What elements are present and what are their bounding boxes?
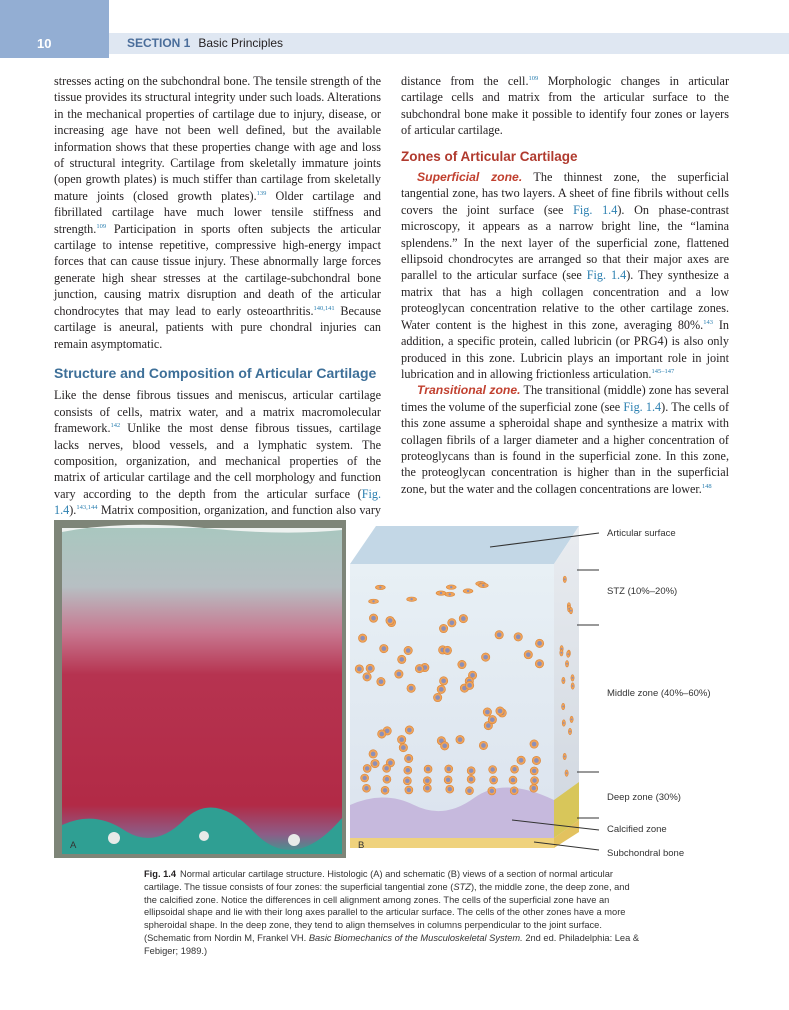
right-column [401,73,729,497]
cell-nucleus [569,731,571,733]
cell-nucleus [382,646,387,651]
cell-nucleus [407,788,411,792]
cell-nucleus [485,710,490,715]
cell-nucleus [447,767,451,771]
cell-nucleus [483,655,488,660]
cell-nucleus [449,593,451,595]
cell-nucleus [566,772,568,774]
cell-nucleus [467,590,469,592]
cell-nucleus [566,663,568,665]
cell-nucleus [379,679,384,684]
cell-nucleus [365,675,370,680]
page-number: 10 [37,36,52,51]
run-in-heading-superficial: Superficial zone. [417,170,523,185]
cell-nucleus [564,578,566,580]
cell-nucleus [384,766,388,770]
section-number: SECTION 1 [127,36,191,50]
cell-nucleus [537,641,542,646]
citation[interactable]: 109 [528,74,539,82]
cell-nucleus [435,695,440,700]
cell-nucleus [385,777,389,781]
run-in-heading-transitional: Transitional zone. [417,383,521,398]
cell-nucleus [562,706,564,708]
cell-nucleus [371,752,376,757]
cell-nucleus [446,778,450,782]
cell-nucleus [571,718,573,720]
cell-nucleus [371,616,376,621]
cell-nucleus [532,786,536,790]
cell-nucleus [564,756,566,758]
cell-nucleus [481,743,486,748]
cell-nucleus [460,662,465,667]
cell-nucleus [379,732,384,737]
cell-nucleus [425,786,429,790]
cell-nucleus [467,683,472,688]
cell-nucleus [439,687,444,692]
page-header [0,0,789,58]
figure-reference-link[interactable]: Fig. 1.4 [573,202,618,217]
cell-nucleus [526,652,531,657]
cell-nucleus [417,666,422,671]
cell-nucleus [442,744,447,749]
figure-reference-link[interactable]: Fig. 1.4 [586,268,627,283]
cell-nucleus [516,635,521,640]
cell-nucleus [532,742,537,747]
cell-nucleus [388,618,393,623]
label-subchondral-bone: Subchondral bone [607,848,685,859]
cell-nucleus [467,788,471,792]
cell-nucleus [461,616,466,621]
cell-nucleus [406,648,411,653]
citation[interactable]: 148 [701,482,712,490]
cell-nucleus [450,586,452,588]
left-paragraph-1: stresses acting on the subchondral bone. The tensile strength of the tissue provides its structural integrity under such loads. Alterations in the mechanical properties of cartilage due to injury, disease, or increasing age have not been well defined, but the available information shows that these properties change with age and loss of structural integrity. Cartilage from skeletally immature joints (open growth plates) is much stiffer than cartilage from skeletally mature joints (closed growth plates).$^{139}$ Older cartilage and fibrillated cartilage have much lower tensile stiffness and strength.$^{109}$ Participation in sports often subjects the articular cartilage to intense repetitive, compressive high-energy impact forces that can cause tissue injury. These abnormally large forces generate high shear stresses at the cartilage-subchondral bone junction, causing matrix disruption and death of the articular chondrocytes that may lead to early osteoarthritis.$^{140,141}$ Because cartilage is aneural, patients with pure chondral injuries can remain asymptomatic. [54,74,381,351]
cell-nucleus [445,648,450,653]
section-title: Basic Principles [198,36,284,50]
cell-nucleus [458,737,463,742]
cell-nucleus [491,778,495,782]
cell-nucleus [482,584,484,586]
cell-nucleus [440,592,442,594]
cell-nucleus [383,788,387,792]
cell-nucleus [532,769,536,773]
panel-a-label: A [70,840,77,851]
cell-nucleus [441,679,446,684]
citation[interactable]: 145–147 [651,367,675,375]
figure-reference-link[interactable]: Fig. 1.4 [623,399,662,414]
transitional-zone-paragraph: Transitional zone. The transitional (middle) zone has several times the volume of the superficial zone (see Fig. 1.4). The cells of this zone assume a spheroidal shape and synthesize a matrix with collagen fibrils of a larger diameter and a higher concentration of proteoglycans than is found in the superficial zone. In this zone, the proteoglycan concentration is higher than in the superficial zone, but the water and the collagen concentrations are lower.$^{148}$ [401,383,730,496]
citation[interactable]: 143 [703,318,713,326]
citation[interactable]: 139 [256,189,267,197]
cell-nucleus [570,610,572,612]
cell-nucleus [512,767,516,771]
figure-caption: Fig. 1.4 Normal articular cartilage structure. Histologic (A) and schematic (B) views of a section of normal articular cartilage. The tissue consists of four zones: the superficial tangential zone (STZ), the middle zone, the deep zone, and the calcified zone. Notice the differences in cell alignment among zones. The cells of the superficial zone have an ellipsoidal shape and lie with their long axes parallel to the articular surface. The cells of the other zones have a more spheroidal shape. In the deep zone, they tend to align themselves in columns perpendicular to the joint surface. (Schematic from Nordin M, Frankel VH. Basic Biomechanics of the Musculoskeletal System. 2nd ed. Philadelphia: Lea & Febiger; 1989.) [144,869,640,956]
cell-nucleus [425,778,429,782]
cell-nucleus [498,709,503,714]
cell-nucleus [407,728,412,733]
cell-nucleus [561,652,563,654]
cell-nucleus [537,661,542,666]
label-middle-zone: Middle zone (40%–60%) [607,688,711,699]
cell-nucleus [379,586,381,588]
cell-nucleus [357,667,362,672]
section-label [127,36,283,50]
cell-nucleus [563,722,565,724]
figure-reference-link[interactable]: Fig. 1.4 [54,486,381,518]
cell-nucleus [534,758,539,763]
cell-nucleus [490,767,494,771]
panel-a-histology [54,520,346,858]
cell-nucleus [399,737,404,742]
cell-nucleus [448,787,452,791]
cell-nucleus [372,600,374,602]
cell-nucleus [497,632,502,637]
cell-nucleus [512,789,516,793]
cell-nucleus [409,686,414,691]
caption-figure-number: Fig. 1.4 [144,869,177,879]
right-paragraph-1: distance from the cell.$^{109}$ Morphologic changes in articular cartilage cells and matrix from the articular surface to the subchondral bone make it possible to identify four zones or layers of articular cartilage. [401,74,730,138]
cell-nucleus [470,673,475,678]
cell-nucleus [572,685,574,687]
cell-nucleus [410,598,412,600]
cell-nucleus [399,657,404,662]
label-deep-zone: Deep zone (30%) [607,792,681,803]
cell-nucleus [486,723,491,728]
section-heading-structure: Structure and Composition of Articular Cartilage [54,364,377,381]
cell-nucleus [401,745,406,750]
figure-1-4 [54,520,734,865]
cell-nucleus [450,620,455,625]
cell-nucleus [532,778,536,782]
cell-nucleus [406,768,410,772]
label-stz: STZ (10%–20%) [607,586,678,597]
cell-nucleus [426,767,430,771]
cell-nucleus [490,717,495,722]
cell-nucleus [441,626,446,631]
section-heading-zones: Zones of Articular Cartilage [401,148,578,164]
cell-nucleus [405,779,409,783]
cell-nucleus [469,769,473,773]
cell-nucleus [567,653,569,655]
cell-nucleus [373,761,378,766]
cell-nucleus [365,766,369,770]
cell-nucleus [519,758,524,763]
page-number-tab [0,0,109,58]
superficial-zone-paragraph: Superficial zone. The thinnest zone, the superficial tangential zone, has two layers. A sheet of fine fibrils without cells covers the joint surface (see Fig. 1.4). On phase-contrast microscopy, it appears as a narrow bright line, the “lamina splendens.” In the next layer of the superficial zone, flattened ellipsoid chondrocytes are arranged so that their major axes are parallel to the articular surface (see Fig. 1.4). They synthesize a matrix that has a high collagen concentration and a low proteoglycan concentration relative to the other cartilage zones. Water content is the highest in this zone, averaging 80%.$^{143}$ In addition, a specific protein, called lubricin (or PRG4) is also only produced in this zone. Lubricin plays an important role in joint lubrication and in allowing frictionless articulation.$^{145-147}$ [401,170,730,381]
label-articular-surface: Articular surface [607,528,676,539]
cell-nucleus [572,677,574,679]
panel-b-label: B [358,840,365,851]
cell-nucleus [368,666,373,671]
citation[interactable]: 143,144 [76,504,98,512]
cell-nucleus [388,761,393,766]
cell-nucleus [364,786,368,790]
citation[interactable]: 109 [96,222,107,230]
cell-nucleus [563,680,565,682]
cell-nucleus [490,789,494,793]
cell-nucleus [397,672,402,677]
citation[interactable]: 140,141 [313,304,335,312]
label-calcified-zone: Calcified zone [607,824,667,835]
cell-nucleus [406,756,411,761]
left-paragraph-2: Like the dense fibrous tissues and meniscus, articular cartilage consists of cells, matrix water, and a matrix macromolecular framework.$^{142}$ Unlike the most dense fibrous tissues, cartilage lacks nerves, blood vessels, and a lymphatic system. The composition, organization, and mechanical properties of the matrix of articular cartilage and the cell morphology and function vary according to the depth from the articular surface (Fig. 1.4).$^{143,144}$ Matrix composition, organization, and function also vary [54,388,381,518]
citation[interactable]: 142 [110,422,121,430]
cell-nucleus [511,778,515,782]
left-column [54,73,381,535]
cell-nucleus [469,777,473,781]
cell-nucleus [360,636,365,641]
cell-nucleus [362,776,366,780]
